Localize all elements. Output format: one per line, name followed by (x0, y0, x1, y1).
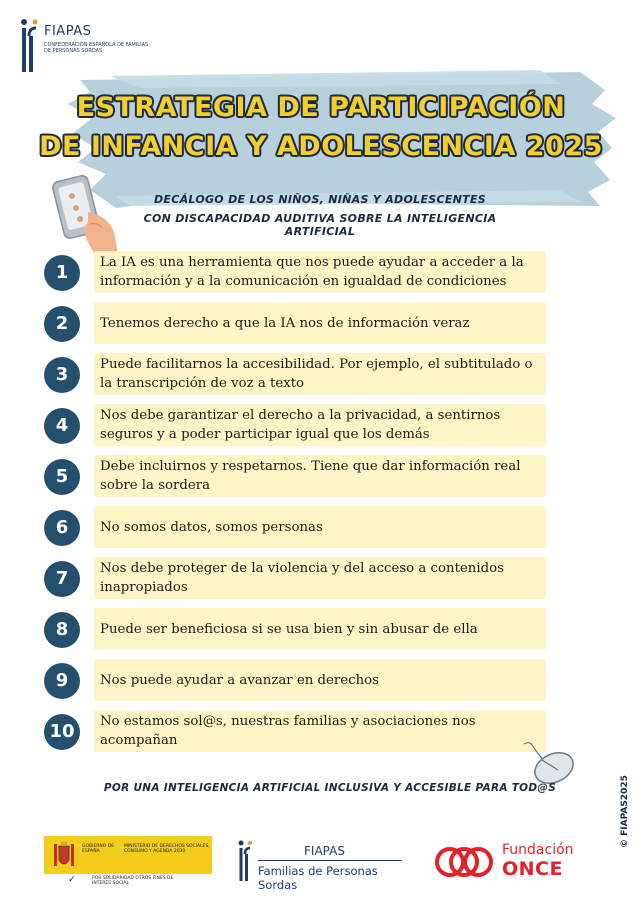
fiapas-footer-logo (238, 838, 408, 892)
item-text: Puede facilitarnos la accesibilidad. Por ejemplo, el subtitulado o la transcripción de voz a texto (100, 357, 533, 391)
item-text: Nos debe garantizar el derecho a la privacidad, a sentirnos seguros y a poder participar igual que los demás (100, 408, 501, 442)
item-number-badge: 4 (44, 408, 80, 444)
gov-name: GOBIERNO DE ESPAÑA (82, 844, 115, 854)
slogan: POR UNA INTELIGENCIA ARTIFICIAL INCLUSIVA Y ACCESIBLE PARA TOD@S (103, 782, 557, 794)
checkmark-icon: ✓ (68, 875, 76, 885)
fiapas-logo-icon (238, 840, 252, 882)
item-text: Nos debe proteger de la violencia y del acceso a contenidos inapropiados (100, 561, 504, 595)
item-text-box (94, 455, 546, 497)
fiapas-logo-icon (20, 18, 38, 74)
item-number-badge: 9 (44, 663, 80, 699)
item-number-badge: 3 (44, 357, 80, 393)
once-line-2: ONCE (502, 858, 563, 880)
title-line-2: DE INFANCIA Y ADOLESCENCIA 2025 (39, 131, 603, 162)
item-text-box (94, 557, 546, 599)
item-text: Nos puede ayudar a avanzar en derechos (100, 672, 379, 688)
gov-ministry: MINISTERIO DE DERECHOS SOCIALES, CONSUMO Y AGENDA 2030 (124, 844, 210, 854)
item-number-badge: 2 (44, 306, 80, 342)
item-text-box (94, 302, 546, 344)
list-item (44, 608, 544, 652)
item-number-badge: 1 (44, 255, 80, 291)
item-text-box (94, 608, 546, 650)
subtitle-line-2: CON DISCAPACIDAD AUDITIVA SOBRE LA INTELIGENCIA ARTIFICIAL (143, 212, 497, 238)
item-number-badge: 7 (44, 561, 80, 597)
fiapas-logo (20, 14, 150, 76)
item-text-box (94, 710, 546, 752)
item-number-badge: 8 (44, 612, 80, 648)
item-text: Tenemos derecho a que la IA nos de información veraz (100, 315, 470, 331)
item-text-box (94, 404, 546, 446)
item-number-badge: 5 (44, 459, 80, 495)
subtitle-line-1: DECÁLOGO DE LOS NIÑOS, NIÑAS Y ADOLESCENTES (153, 193, 487, 206)
item-text: Puede ser beneficiosa si se usa bien y sin abusar de ella (100, 621, 478, 637)
list-item (44, 455, 544, 499)
list-item (44, 251, 544, 295)
list-item (44, 659, 544, 703)
item-text-box (94, 251, 546, 293)
item-text: Debe incluirnos y respetarnos. Tiene que dar información real sobre la sordera (100, 459, 521, 493)
list-item (44, 302, 544, 346)
item-text: No somos datos, somos personas (100, 519, 323, 535)
item-text: No estamos sol@s, nuestras familias y asociaciones nos acompañan (100, 714, 476, 748)
once-rings-icon (434, 844, 494, 880)
list-item (44, 557, 544, 601)
gov-note: POR SOLIDARIDAD OTROS FINES DE INTERÉS SOCIAL (92, 876, 174, 886)
title-line-1: ESTRATEGIA DE PARTICIPACIÓN (76, 92, 566, 123)
once-line-1: Fundación (502, 842, 574, 858)
list-item (44, 353, 544, 397)
list-item (44, 404, 544, 448)
fiapas-footer-tagline: Familias de Personas Sordas (258, 864, 378, 892)
item-number-badge: 10 (44, 714, 80, 750)
list-item (44, 506, 544, 550)
item-text-box (94, 659, 546, 701)
fiapas-brand: FIAPAS (44, 24, 92, 39)
copyright: © FIAPAS2025 (620, 775, 630, 848)
fiapas-footer-brand: FIAPAS (304, 844, 345, 858)
fiapas-subtitle: CONFEDERACIÓN ESPAÑOLA DE FAMILIAS DE PERSONAS SORDAS (44, 42, 149, 54)
item-number-badge: 6 (44, 510, 80, 546)
item-text-box (94, 353, 546, 395)
fundacion-once-logo (434, 840, 604, 886)
item-text-box (94, 506, 546, 548)
computer-mouse-icon (520, 738, 580, 788)
hand-phone-illustration (52, 172, 122, 254)
item-text: La IA es una herramienta que nos puede ayudar a acceder a la información y a la comunicación en igualdad de condiciones (100, 255, 524, 289)
government-of-spain-logo (44, 836, 212, 886)
coat-of-arms-icon (52, 840, 76, 870)
list-item (44, 710, 544, 754)
